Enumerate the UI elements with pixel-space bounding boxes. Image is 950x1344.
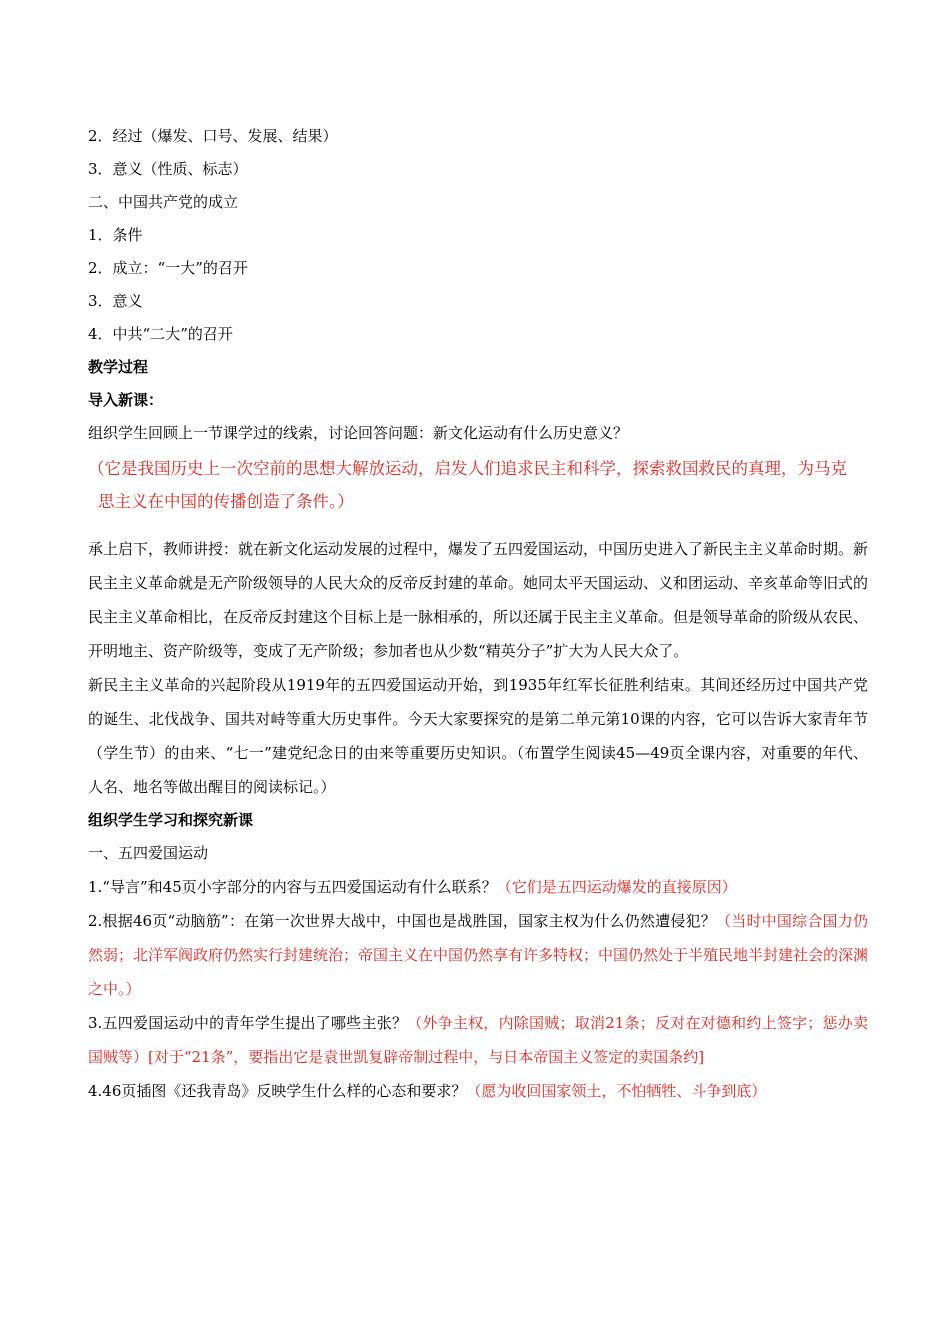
question-text: 3.五四爱国运动中的青年学生提出了哪些主张？ — [88, 1014, 408, 1032]
intro-answer — [88, 452, 868, 518]
question-item — [88, 1074, 868, 1108]
document-page — [88, 120, 868, 1108]
outline-item: 3．意义（性质、标志） — [88, 160, 248, 178]
answer-text: （外争主权，内除国贼；取消21条；反对在对德和约上签字；惩办卖国贼等）[对于“21条”，要指出它是袁世凯复辟帝制过程中，与日本帝国主义签定的卖国条约] — [88, 1014, 868, 1066]
answer-text: （愿为收回国家领土，不怕牺牲、斗争到底） — [466, 1082, 767, 1100]
question-text: 4.46页插图《还我青岛》反映学生什么样的心态和要求？ — [88, 1082, 467, 1100]
intro-answer-line-2: 思主义在中国的传播创造了条件。） — [98, 492, 354, 511]
heading-teaching-process: 教学过程 — [88, 358, 149, 376]
outline-item: 4．中共“二大”的召开 — [88, 325, 233, 343]
intro-question: 组织学生回顾上一节课学过的线索，讨论回答问题：新文化运动有什么历史意义？ — [88, 424, 629, 442]
outline-item: 3．意义 — [88, 292, 143, 310]
paragraph-rise-stage: 新民主主义革命的兴起阶段从1919年的五四爱国运动开始，到1935年红军长征胜利结束。其间还经历过中国共产党的诞生、北伐战争、国共对峙等重大历史事件。今天大家要探究的是第二单元第10课的内容，它可以告诉大家青年节（学生节）的由来、“七一”建党纪念日的由来等重要历史知识。（布置学生阅读45—49页全课内容，对重要的年代、人名、地名等做出醒目的阅读标记。） — [88, 676, 868, 796]
answer-text: （它们是五四运动爆发的直接原因） — [496, 878, 737, 896]
question-item — [88, 870, 868, 904]
outline-section-heading: 二、中国共产党的成立 — [88, 193, 239, 211]
heading-study: 组织学生学习和探究新课 — [88, 811, 254, 829]
question-item — [88, 1006, 868, 1074]
outline-item: 2．经过（爆发、口号、发展、结果） — [88, 127, 338, 145]
heading-intro: 导入新课： — [88, 391, 164, 409]
question-item — [88, 904, 868, 1006]
question-text: 1.“导言”和45页小字部分的内容与五四爱国运动有什么联系？ — [88, 878, 497, 896]
paragraph-lecture: 承上启下，教师讲授：就在新文化运动发展的过程中，爆发了五四爱国运动，中国历史进入了新民主主义革命时期。新民主主义革命就是无产阶级领导的人民大众的反帝反封建的革命。她同太平天国运动、义和团运动、辛亥革命等旧式的民主主义革命相比，在反帝反封建这个目标上是一脉相承的，所以还属于民主主义革命。但是领导革命的阶级从农民、开明地主、资产阶级等，变成了无产阶级；参加者也从少数“精英分子”扩大为人民大众了。 — [88, 540, 869, 660]
outline-item: 1．条件 — [88, 226, 143, 244]
section-title: 一、五四爱国运动 — [88, 844, 209, 862]
outline-item: 2．成立：“一大”的召开 — [88, 259, 248, 277]
intro-answer-line-1: （它是我国历史上一次空前的思想大解放运动，启发人们追求民主和科学，探索救国救民的真理，为马克 — [88, 459, 847, 478]
question-text: 2.根据46页“动脑筋”：在第一次世界大战中，中国也是战胜国，国家主权为什么仍然遭侵犯？ — [88, 912, 716, 930]
answer-text: （当时中国综合国力仍然弱；北洋军阀政府仍然实行封建统治；帝国主义在中国仍然享有许多特权；中国仍然处于半殖民地半封建社会的深渊之中。） — [88, 912, 869, 998]
